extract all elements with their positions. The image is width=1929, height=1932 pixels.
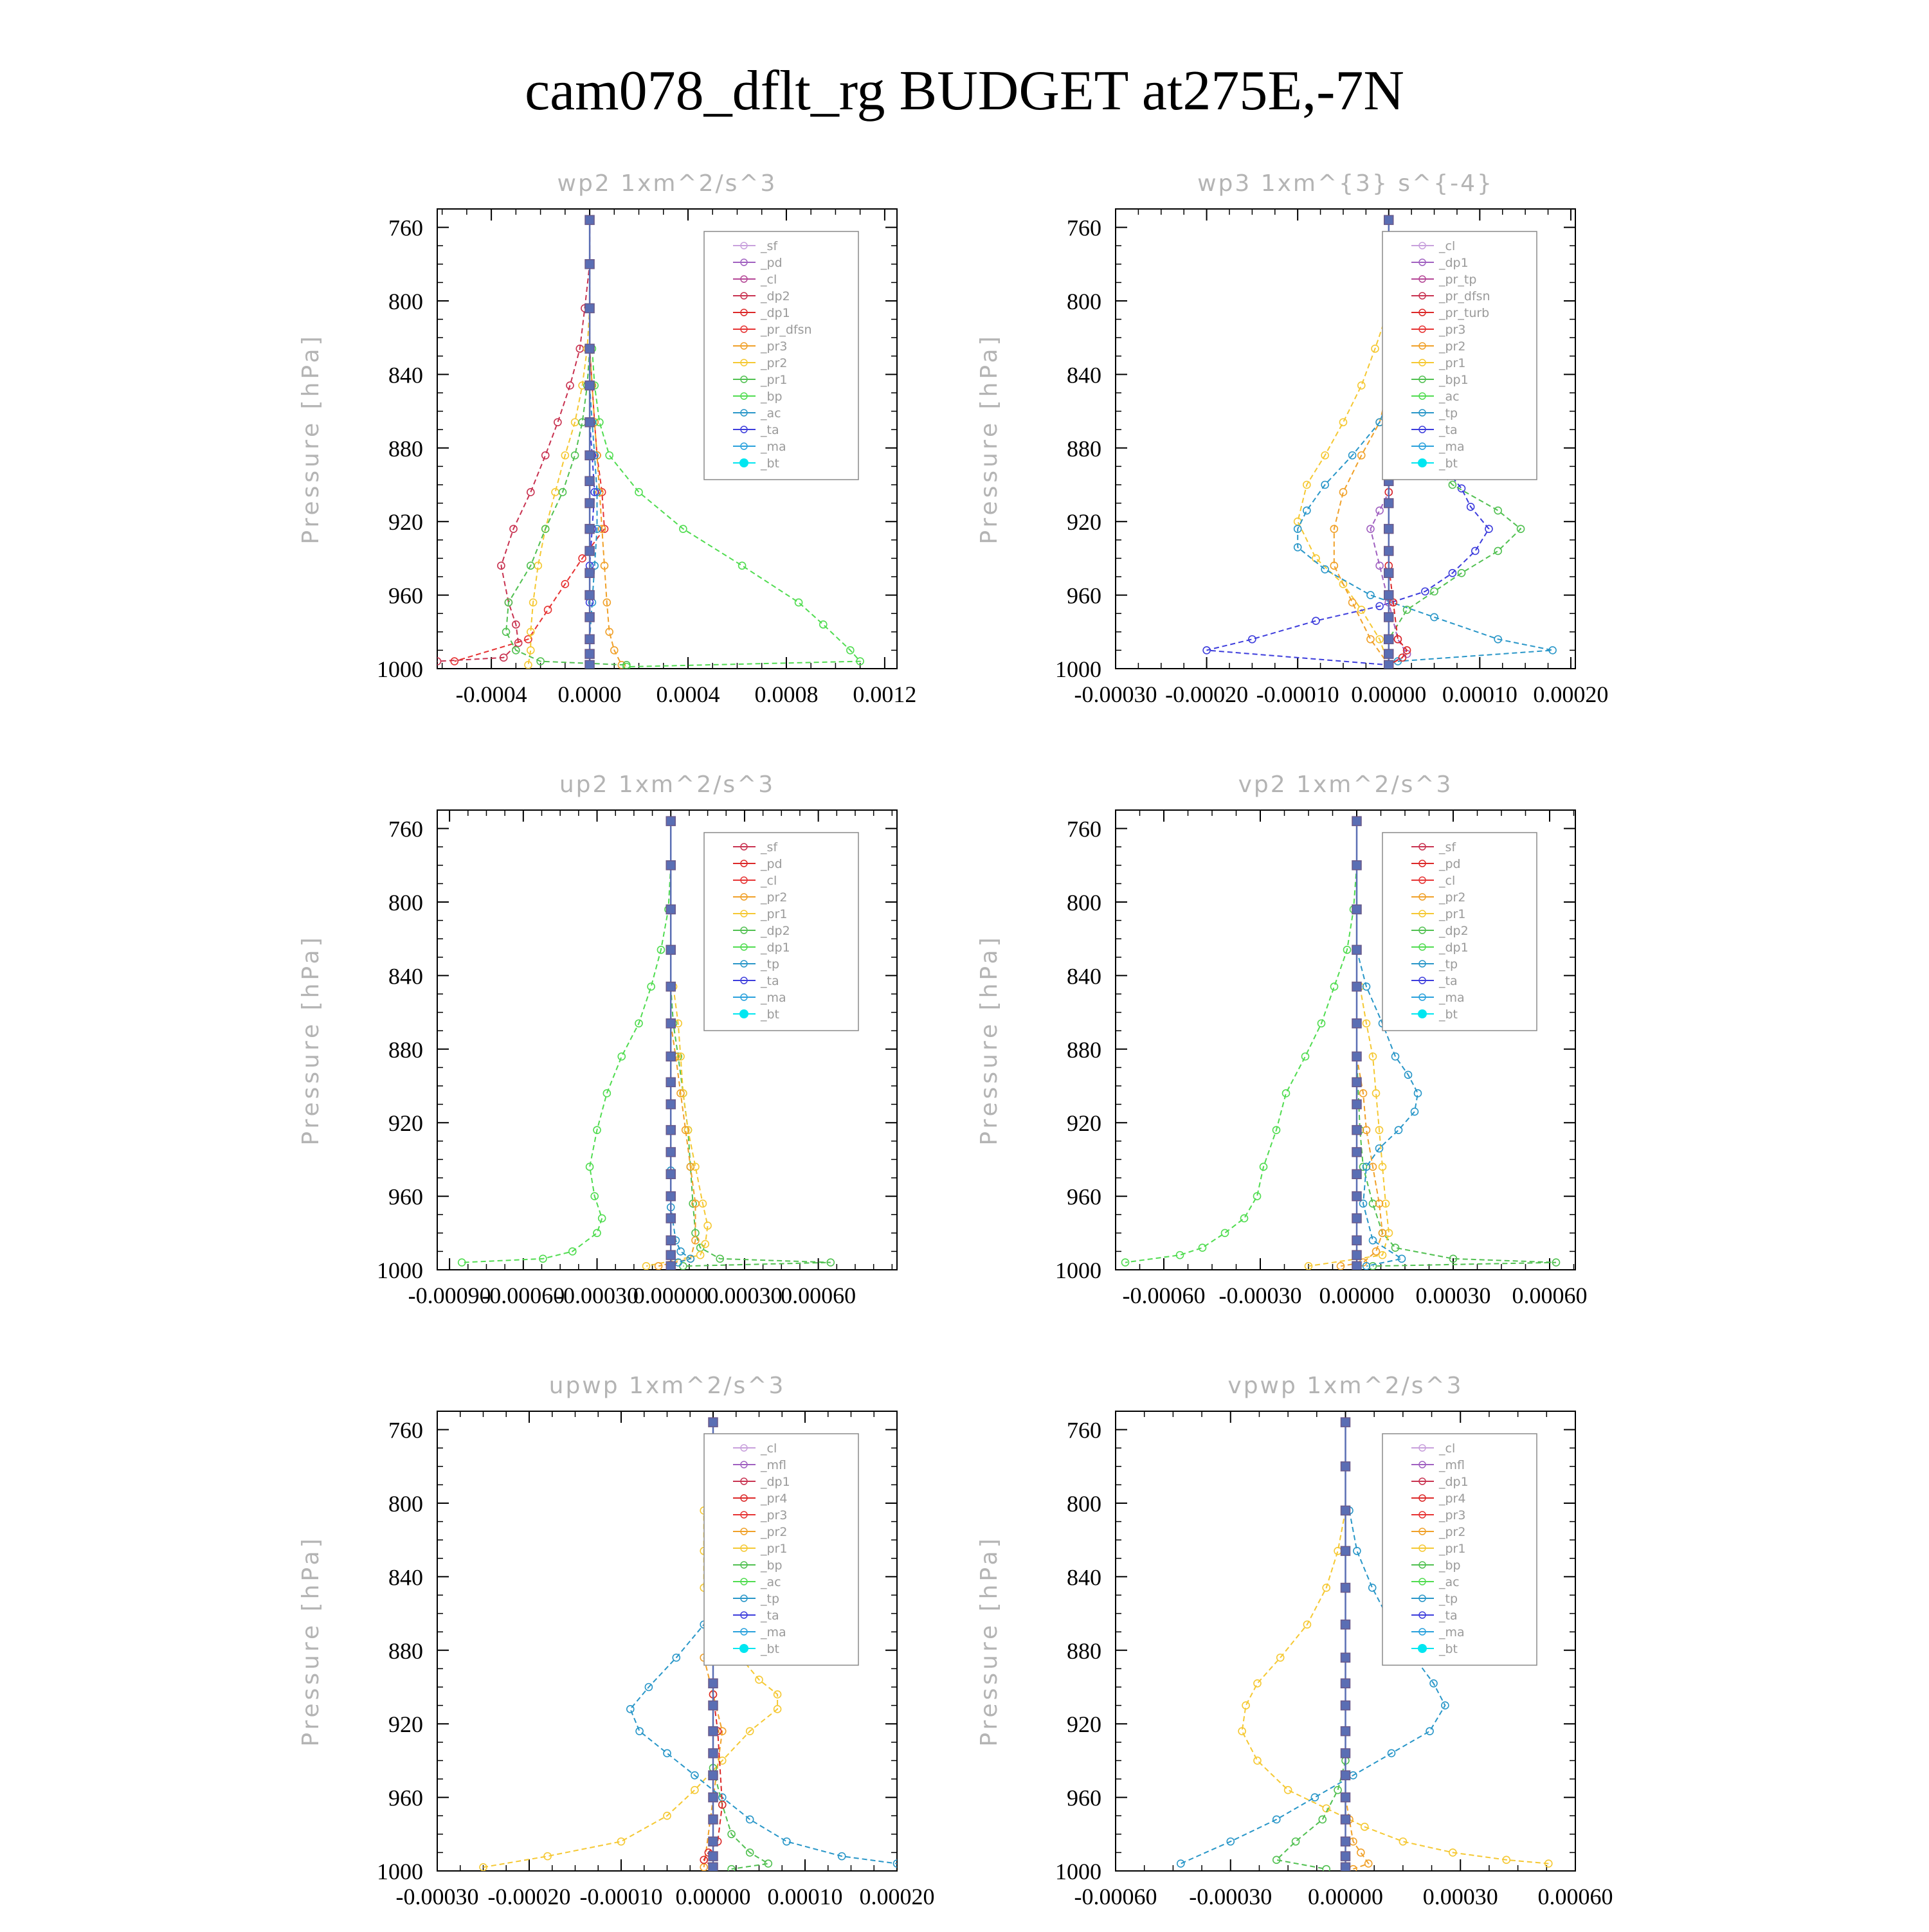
y-tick-label: 960: [388, 582, 423, 609]
legend-entry-label: _sf: [761, 239, 778, 253]
legend-entry-label: _ma: [1439, 1625, 1465, 1639]
x-tick-label: -0.00030: [395, 1884, 479, 1909]
data-point_bt: [666, 1078, 675, 1087]
data-point_bt: [1352, 1148, 1361, 1157]
data-point_bt: [585, 649, 594, 658]
data-point_bt: [709, 1815, 718, 1824]
legend-entry-label: _bt: [1439, 456, 1458, 471]
y-axis-label: Pressure [hPa]: [976, 934, 1002, 1146]
data-point_bt: [1384, 613, 1393, 622]
panel-title: upwp 1xm^2/s^3: [548, 1373, 786, 1399]
legend-entry-label: _ta: [761, 974, 779, 988]
data-point_bt: [1352, 1261, 1361, 1270]
data-point_bt: [1384, 499, 1393, 508]
legend-entry-label: _bp: [761, 390, 783, 404]
x-tick-label: 0.00030: [707, 1283, 783, 1308]
y-tick-label: 760: [1067, 816, 1101, 842]
x-tick-label: 0.00060: [1512, 1283, 1588, 1308]
data-point_bt: [1352, 1250, 1361, 1259]
data-point_bt: [1341, 1852, 1350, 1861]
legend-entry-label: _ta: [1439, 1609, 1458, 1623]
y-tick-label: 840: [388, 362, 423, 388]
data-point_bt: [585, 635, 594, 644]
data-point_bt: [1384, 546, 1393, 555]
legend-entry-label: _pr1: [1439, 907, 1466, 921]
legend-entry-label: _tp: [761, 1592, 780, 1606]
legend-entry-label: _tp: [1439, 1592, 1458, 1606]
y-tick-label: 840: [1067, 963, 1101, 989]
data-point_bt: [709, 1852, 718, 1861]
y-tick-label: 960: [388, 1785, 423, 1811]
data-point_bt: [585, 451, 594, 460]
legend-entry-label: _ac: [761, 1575, 781, 1589]
y-axis-label: Pressure [hPa]: [298, 934, 324, 1146]
data-point_bt: [1341, 1863, 1350, 1872]
y-tick-label: 920: [1067, 1110, 1101, 1137]
data-point_bt: [666, 945, 675, 954]
y-tick-label: 920: [1067, 509, 1101, 536]
x-tick-label: 0.00060: [781, 1283, 856, 1308]
panel-title: wp3 1xm^{3} s^{-4}: [1197, 170, 1494, 197]
data-point_bt: [1352, 1169, 1361, 1178]
data-point_bt: [1341, 1749, 1350, 1758]
legend-entry-label: _pr3: [1439, 1508, 1466, 1522]
y-tick-label: 800: [1067, 890, 1101, 916]
data-point_bt: [1352, 1019, 1361, 1028]
y-tick-label: 840: [1067, 1564, 1101, 1591]
x-tick-label: 0.00000: [675, 1884, 751, 1909]
legend-entry-label: _dp2: [761, 289, 790, 303]
x-tick-label: -0.00030: [1218, 1283, 1302, 1308]
legend-entry-label: _bt: [1439, 1007, 1458, 1022]
data-point_bt: [1341, 1653, 1350, 1662]
y-tick-label: 880: [388, 1036, 423, 1063]
x-tick-label: 0.0012: [853, 682, 917, 707]
data-point_bt: [666, 1148, 675, 1157]
legend-entry-label: _ac: [761, 406, 781, 420]
legend-entry-label: _bt: [761, 456, 780, 471]
data-point_bt: [1352, 1052, 1361, 1061]
panel-title: vp2 1xm^2/s^3: [1238, 772, 1453, 798]
legend-entry-label: _cl: [1439, 874, 1456, 888]
legend-entry-label: _dp2: [1439, 924, 1469, 938]
legend-entry-label: _ta: [761, 423, 779, 437]
legend-entry-label: _pr4: [761, 1492, 788, 1506]
data-point_bt: [1352, 1100, 1361, 1109]
data-point_bt: [585, 499, 594, 508]
legend-entry-label: _pr1: [1439, 356, 1466, 370]
legend-entry-label: _dp1: [761, 941, 790, 955]
data-point_bt: [585, 660, 594, 669]
data-point_bt: [1341, 1584, 1350, 1593]
data-point_bt: [1384, 568, 1393, 577]
legend-marker: [1418, 1644, 1427, 1653]
y-tick-label: 1000: [1055, 656, 1101, 682]
legend-entry-label: _ma: [761, 440, 786, 454]
legend-entry-label: _pr2: [1439, 1525, 1466, 1539]
x-tick-label: 0.0008: [754, 682, 819, 707]
data-point_bt: [1341, 1546, 1350, 1555]
y-tick-label: 880: [1067, 1638, 1101, 1664]
legend-entry-label: _pr3: [1439, 323, 1466, 337]
data-point_bt: [666, 1019, 675, 1028]
y-tick-label: 840: [388, 963, 423, 989]
y-tick-label: 920: [388, 1110, 423, 1137]
y-tick-label: 800: [388, 289, 423, 314]
y-tick-label: 840: [1067, 362, 1101, 388]
legend-entry-label: _pr1: [761, 907, 788, 921]
y-tick-label: 960: [388, 1184, 423, 1210]
x-tick-label: 0.00030: [1422, 1884, 1498, 1909]
legend-entry-label: _pr3: [761, 1508, 788, 1522]
legend-entry-label: _tp: [1439, 406, 1458, 420]
data-point_bt: [1341, 1701, 1350, 1710]
legend-entry-label: _ma: [761, 1625, 786, 1639]
y-tick-label: 1000: [377, 1258, 423, 1283]
legend-entry-label: _bt: [761, 1642, 780, 1656]
data-point_bt: [1384, 525, 1393, 534]
y-tick-label: 920: [388, 509, 423, 536]
legend-entry-label: _tp: [1439, 957, 1458, 971]
y-tick-label: 920: [1067, 1711, 1101, 1738]
data-point_bt: [666, 1192, 675, 1201]
legend-entry-label: _dp1: [1439, 256, 1469, 270]
data-point_bt: [585, 260, 594, 269]
x-tick-label: -0.00020: [487, 1884, 571, 1909]
y-tick-label: 920: [388, 1711, 423, 1738]
data-point_bt: [666, 1126, 675, 1135]
x-tick-label: 0.00060: [1537, 1884, 1613, 1909]
legend-entry-label: _pr_dfsn: [1439, 289, 1490, 303]
legend-entry-label: _bp: [1439, 1558, 1461, 1573]
legend-entry-label: _pr_dfsn: [761, 323, 812, 337]
x-tick-label: -0.00060: [482, 1283, 565, 1308]
data-point_bt: [1352, 1236, 1361, 1245]
legend-entry-label: _ta: [761, 1609, 779, 1623]
data-point_bt: [1352, 905, 1361, 914]
data-point_bt: [585, 525, 594, 534]
x-tick-label: 0.00000: [1308, 1884, 1383, 1909]
y-tick-label: 760: [388, 816, 423, 842]
data-point_bt: [666, 817, 675, 826]
data-point_bt: [709, 1679, 718, 1688]
legend-entry-label: _pd: [761, 256, 783, 270]
y-axis-label: Pressure [hPa]: [976, 333, 1002, 545]
data-point_bt: [585, 546, 594, 555]
x-tick-label: -0.0004: [455, 682, 527, 707]
data-point_bt: [709, 1837, 718, 1846]
legend-entry-label: _pr1: [761, 373, 788, 387]
legend-entry-label: _bp: [761, 1558, 783, 1573]
x-tick-label: 0.00000: [633, 1283, 709, 1308]
data-point_bt: [666, 982, 675, 991]
data-point_bt: [1352, 1192, 1361, 1201]
data-point_bt: [585, 215, 594, 224]
x-tick-label: 0.00010: [767, 1884, 843, 1909]
data-point_bt: [709, 1727, 718, 1736]
data-point_bt: [1352, 982, 1361, 991]
x-tick-label: 0.0004: [656, 682, 720, 707]
legend-entry-label: _pr2: [761, 1525, 788, 1539]
legend-entry-label: _tp: [761, 957, 780, 971]
data-point_bt: [666, 1214, 675, 1223]
legend-entry-label: _ma: [1439, 991, 1465, 1005]
data-point_bt: [1341, 1837, 1350, 1846]
data-point_bt: [666, 905, 675, 914]
y-tick-label: 880: [388, 435, 423, 462]
legend-entry-label: _cl: [761, 1441, 777, 1456]
y-tick-label: 880: [1067, 435, 1101, 462]
legend-entry-label: _bp1: [1439, 373, 1469, 387]
data-point_bt: [666, 1052, 675, 1061]
legend-marker: [739, 1644, 748, 1653]
legend-marker: [1418, 1009, 1427, 1018]
x-tick-label: -0.00010: [1256, 682, 1339, 707]
figure-title: cam078_dflt_rg BUDGET at275E,-7N: [525, 60, 1404, 122]
data-point_bt: [666, 1261, 675, 1270]
y-tick-label: 800: [388, 1491, 423, 1517]
y-tick-label: 760: [388, 215, 423, 241]
data-point_bt: [585, 344, 594, 353]
legend-entry-label: _pd: [1439, 857, 1461, 871]
data-point_bt: [1384, 649, 1393, 658]
y-tick-label: 800: [388, 890, 423, 916]
data-point_bt: [709, 1771, 718, 1780]
x-tick-label: -0.00060: [1122, 1283, 1206, 1308]
data-point_bt: [1352, 945, 1361, 954]
data-point_bt: [1352, 817, 1361, 826]
y-tick-label: 960: [1067, 582, 1101, 609]
x-tick-label: -0.00030: [1074, 682, 1157, 707]
data-point_bt: [709, 1863, 718, 1872]
data-point_bt: [1384, 215, 1393, 224]
y-tick-label: 880: [388, 1638, 423, 1664]
x-tick-label: 0.0000: [557, 682, 622, 707]
y-tick-label: 880: [1067, 1036, 1101, 1063]
legend-marker: [1418, 458, 1427, 467]
legend-entry-label: _dp1: [761, 306, 790, 320]
legend-entry-label: _cl: [1439, 239, 1456, 253]
legend-entry-label: _dp1: [761, 1475, 790, 1489]
data-point_bt: [709, 1418, 718, 1427]
y-tick-label: 960: [1067, 1785, 1101, 1811]
data-point_bt: [1384, 635, 1393, 644]
panel-title: wp2 1xm^2/s^3: [557, 170, 777, 197]
y-tick-label: 840: [388, 1564, 423, 1591]
data-point_bt: [585, 418, 594, 427]
legend-entry-label: _cl: [1439, 1441, 1456, 1456]
legend-entry-label: _ma: [761, 991, 786, 1005]
y-tick-label: 760: [388, 1417, 423, 1443]
data-point_bt: [1341, 1679, 1350, 1688]
data-point_bt: [585, 591, 594, 600]
legend-entry-label: _pr3: [761, 339, 788, 354]
data-point_bt: [1352, 1126, 1361, 1135]
legend-entry-label: _bt: [1439, 1642, 1458, 1656]
data-point_bt: [1352, 1078, 1361, 1087]
y-axis-label: Pressure [hPa]: [298, 1535, 324, 1747]
legend-entry-label: _sf: [761, 840, 778, 854]
data-point_bt: [709, 1749, 718, 1758]
data-point_bt: [1384, 591, 1393, 600]
legend-entry-label: _dp2: [761, 924, 790, 938]
legend-entry-label: _cl: [761, 874, 777, 888]
data-point_bt: [1341, 1727, 1350, 1736]
data-point_bt: [585, 303, 594, 312]
legend-entry-label: _pr1: [761, 1542, 788, 1556]
y-tick-label: 1000: [1055, 1258, 1101, 1283]
legend-entry-label: _pr2: [1439, 890, 1466, 905]
x-tick-label: -0.00090: [408, 1283, 491, 1308]
data-point_bt: [585, 613, 594, 622]
data-point_bt: [709, 1793, 718, 1802]
data-point_bt: [585, 568, 594, 577]
y-tick-label: 960: [1067, 1184, 1101, 1210]
legend-entry-label: _pr_turb: [1439, 306, 1490, 320]
legend-marker: [739, 1009, 748, 1018]
legend-entry-label: _bt: [761, 1007, 780, 1022]
y-axis-label: Pressure [hPa]: [976, 1535, 1002, 1747]
data-point_bt: [1384, 660, 1393, 669]
legend-entry-label: _sf: [1439, 840, 1456, 854]
x-tick-label: 0.00000: [1351, 682, 1427, 707]
legend-entry-label: _pd: [761, 857, 783, 871]
x-tick-label: -0.00030: [556, 1283, 639, 1308]
data-point_bt: [666, 1236, 675, 1245]
legend-entry-label: _dp1: [1439, 941, 1469, 955]
data-point_bt: [1341, 1815, 1350, 1824]
legend-entry-label: _pr4: [1439, 1492, 1466, 1506]
y-tick-label: 1000: [377, 656, 423, 682]
panel-title: up2 1xm^2/s^3: [559, 772, 775, 798]
x-tick-label: 0.00000: [1319, 1283, 1395, 1308]
legend-entry-label: _ma: [1439, 440, 1465, 454]
data-point_bt: [1341, 1418, 1350, 1427]
data-point_bt: [1341, 1506, 1350, 1515]
legend-entry-label: _cl: [761, 273, 777, 287]
legend-entry-label: _ac: [1439, 390, 1460, 404]
x-tick-label: 0.00020: [1533, 682, 1609, 707]
legend-entry-label: _pr_tp: [1439, 273, 1477, 287]
legend-entry-label: _mfl: [1439, 1458, 1465, 1472]
legend-entry-label: _pr2: [761, 890, 788, 905]
data-point_bt: [666, 1169, 675, 1178]
legend-entry-label: _ta: [1439, 974, 1458, 988]
x-tick-label: 0.00010: [1442, 682, 1517, 707]
y-tick-label: 760: [1067, 1417, 1101, 1443]
y-tick-label: 800: [1067, 1491, 1101, 1517]
legend-entry-label: _pr1: [1439, 1542, 1466, 1556]
y-tick-label: 1000: [1055, 1859, 1101, 1884]
x-tick-label: -0.00020: [1165, 682, 1249, 707]
data-point_bt: [1341, 1771, 1350, 1780]
data-point_bt: [666, 1100, 675, 1109]
legend-entry-label: _ac: [1439, 1575, 1460, 1589]
data-point_bt: [1341, 1462, 1350, 1471]
data-point_bt: [666, 861, 675, 870]
data-point_bt: [1352, 1214, 1361, 1223]
y-axis-label: Pressure [hPa]: [298, 333, 324, 545]
legend-entry-label: _mfl: [761, 1458, 786, 1472]
data-point_bt: [1352, 861, 1361, 870]
x-tick-label: 0.00030: [1415, 1283, 1491, 1308]
x-tick-label: -0.00010: [579, 1884, 663, 1909]
x-tick-label: 0.00020: [859, 1884, 935, 1909]
y-tick-label: 800: [1067, 289, 1101, 314]
panel-title: vpwp 1xm^2/s^3: [1227, 1373, 1463, 1399]
data-point_bt: [709, 1701, 718, 1710]
x-tick-label: -0.00030: [1189, 1884, 1272, 1909]
data-point_bt: [585, 476, 594, 485]
data-point_bt: [1341, 1620, 1350, 1629]
x-tick-label: -0.00060: [1074, 1884, 1157, 1909]
data-point_bt: [666, 1250, 675, 1259]
data-point_bt: [585, 381, 594, 390]
legend-entry-label: _ta: [1439, 423, 1458, 437]
y-tick-label: 1000: [377, 1859, 423, 1884]
y-tick-label: 760: [1067, 215, 1101, 241]
legend-marker: [739, 458, 748, 467]
data-point_bt: [1341, 1793, 1350, 1802]
legend-entry-label: _dp1: [1439, 1475, 1469, 1489]
legend-entry-label: _pr2: [761, 356, 788, 370]
legend-entry-label: _pr2: [1439, 339, 1466, 354]
